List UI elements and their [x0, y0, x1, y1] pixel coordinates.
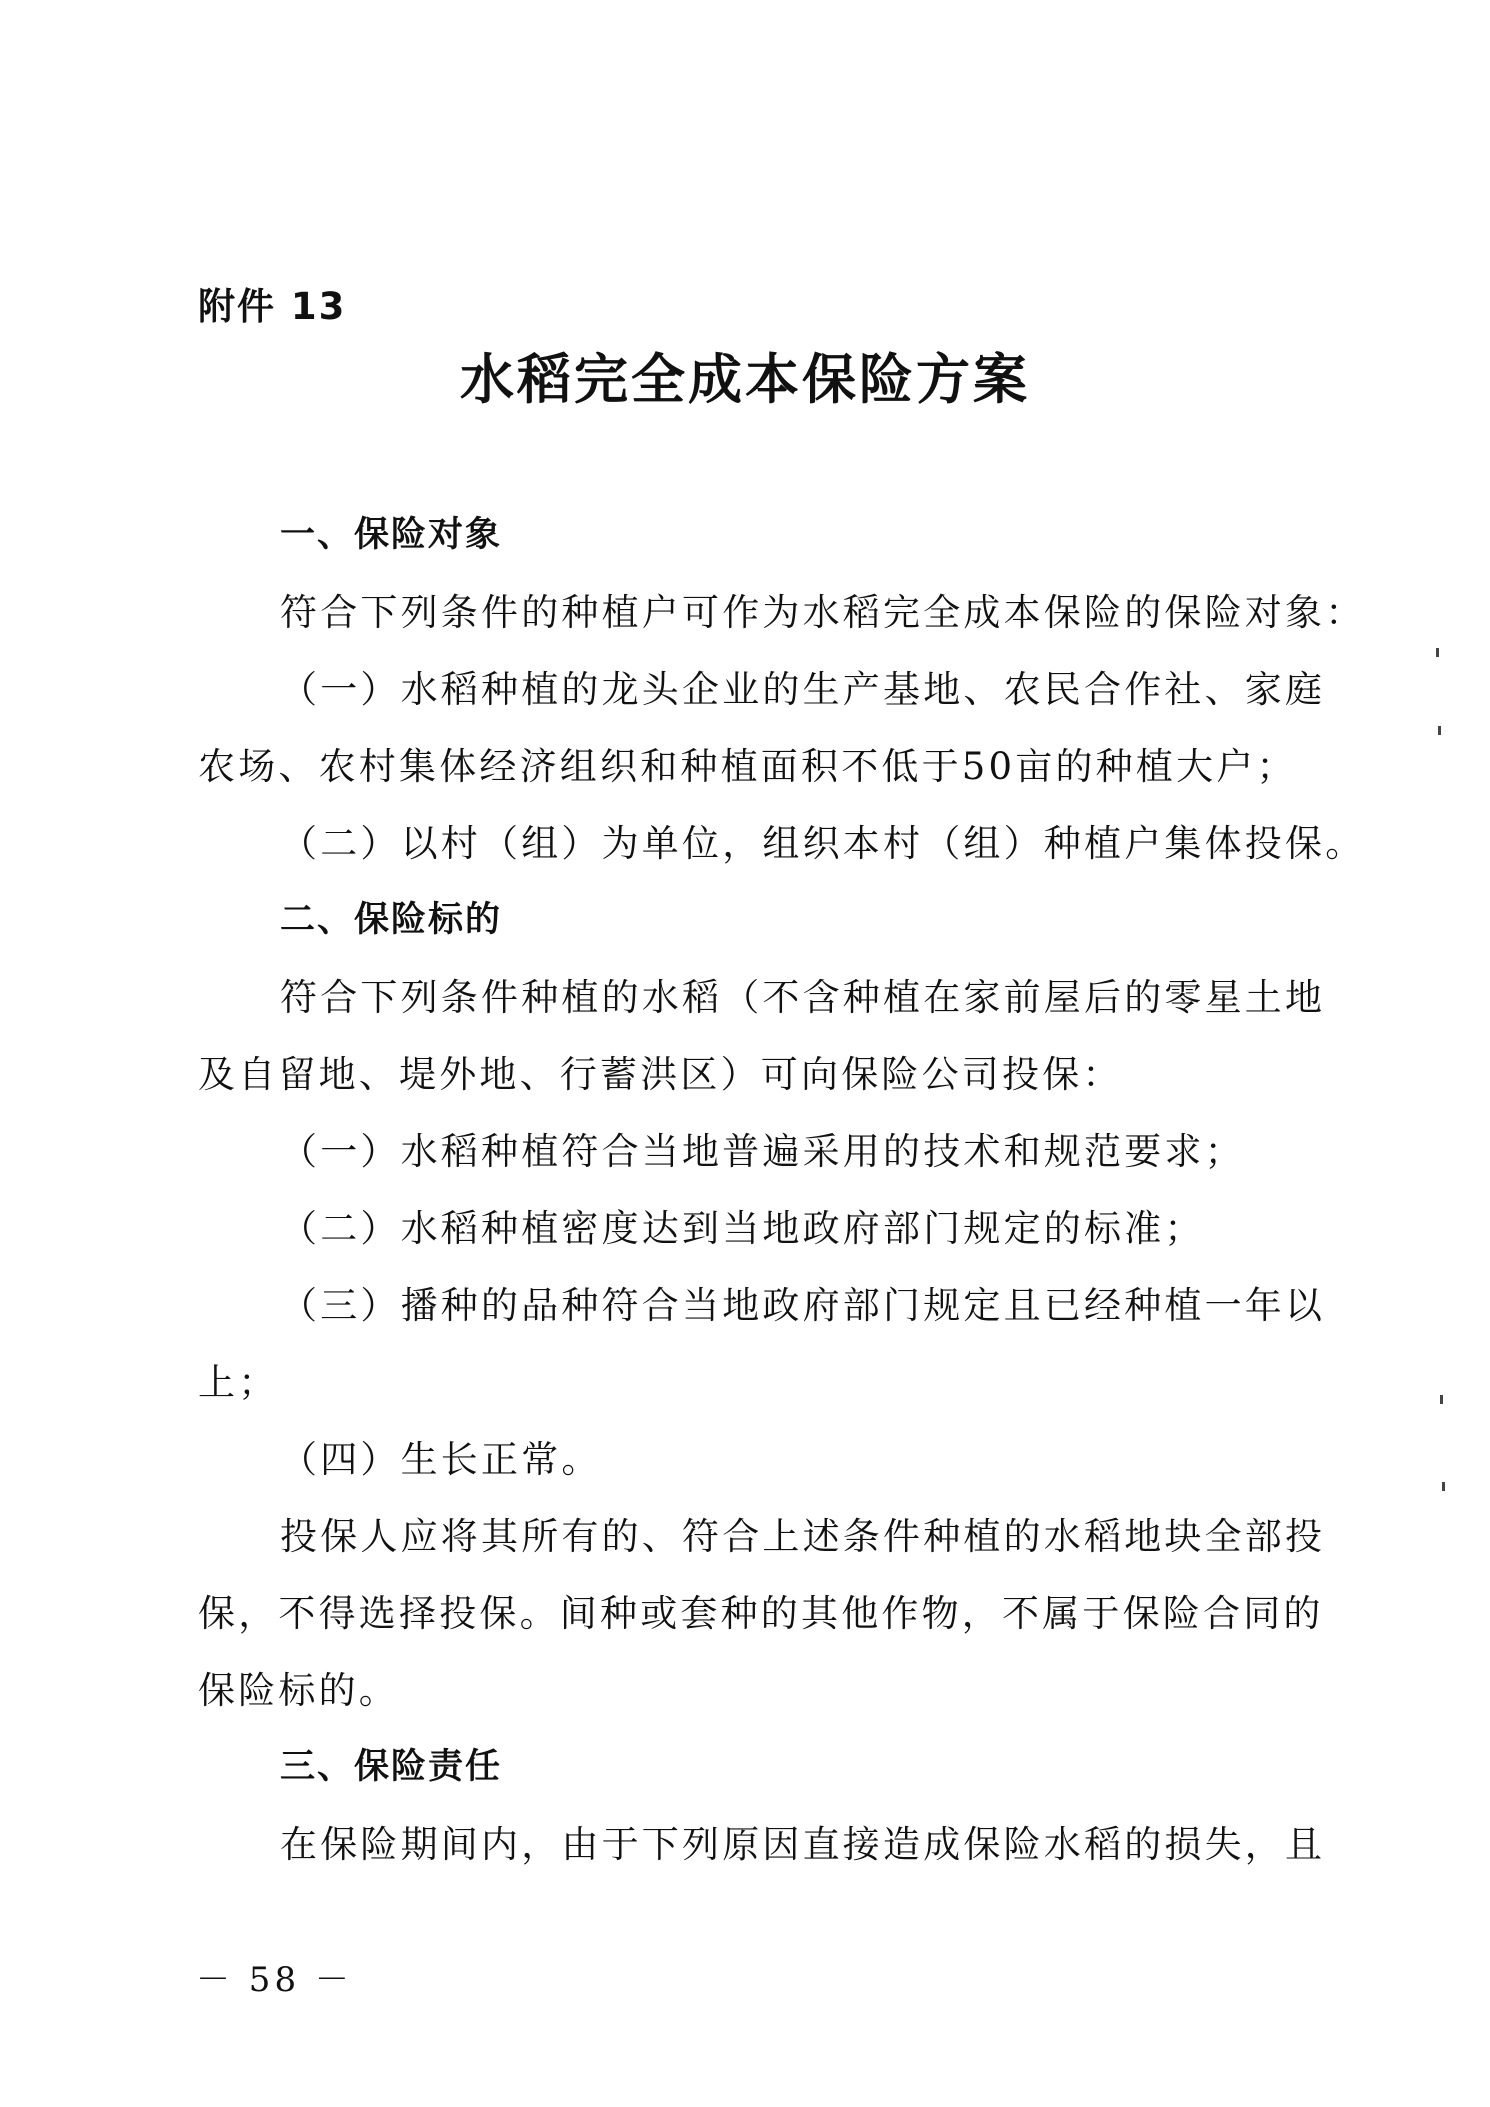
body-line: （二）水稻种植密度达到当地政府部门规定的标准；	[280, 1207, 1205, 1250]
section-heading: 二、保险标的	[280, 900, 503, 940]
body-line: （四）生长正常。	[280, 1438, 602, 1481]
body-line: （一）水稻种植符合当地普遍采用的技术和规范要求；	[280, 1130, 1245, 1173]
document-body	[198, 497, 1366, 1883]
section-heading: 一、保险对象	[280, 515, 503, 555]
body-line: 上；	[198, 1361, 279, 1404]
body-line: 保，不得选择投保。间种或套种的其他作物，不属于保险合同的	[198, 1592, 1324, 1635]
body-line: （三）播种的品种符合当地政府部门规定且已经种植一年以	[280, 1284, 1326, 1327]
document-title: 水稻完全成本保险方案	[460, 348, 1030, 411]
scan-mark	[1440, 1395, 1443, 1404]
body-line: 及自留地、堤外地、行蓄洪区）可向保险公司投保：	[198, 1053, 1123, 1096]
body-line: 农场、农村集体经济组织和种植面积不低于50亩的种植大户；	[198, 745, 1297, 788]
body-line: （一）水稻种植的龙头企业的生产基地、农民合作社、家庭	[280, 668, 1326, 711]
scan-mark	[1442, 1482, 1445, 1491]
body-line: 符合下列条件种植的水稻（不含种植在家前屋后的零星土地	[280, 976, 1326, 1019]
body-line: 符合下列条件的种植户可作为水稻完全成本保险的保险对象：	[280, 591, 1366, 634]
section-heading: 三、保险责任	[280, 1747, 503, 1787]
attachment-label: 附件 13	[198, 285, 347, 328]
body-line: 投保人应将其所有的、符合上述条件种植的水稻地块全部投	[280, 1515, 1326, 1558]
body-line: （二）以村（组）为单位，组织本村（组）种植户集体投保。	[280, 822, 1366, 865]
page-number: － 58 －	[196, 1960, 353, 2000]
scan-mark	[1436, 648, 1439, 657]
scan-mark	[1438, 726, 1441, 735]
body-line: 在保险期间内，由于下列原因直接造成保险水稻的损失，且	[280, 1823, 1326, 1866]
body-line: 保险标的。	[198, 1669, 399, 1712]
